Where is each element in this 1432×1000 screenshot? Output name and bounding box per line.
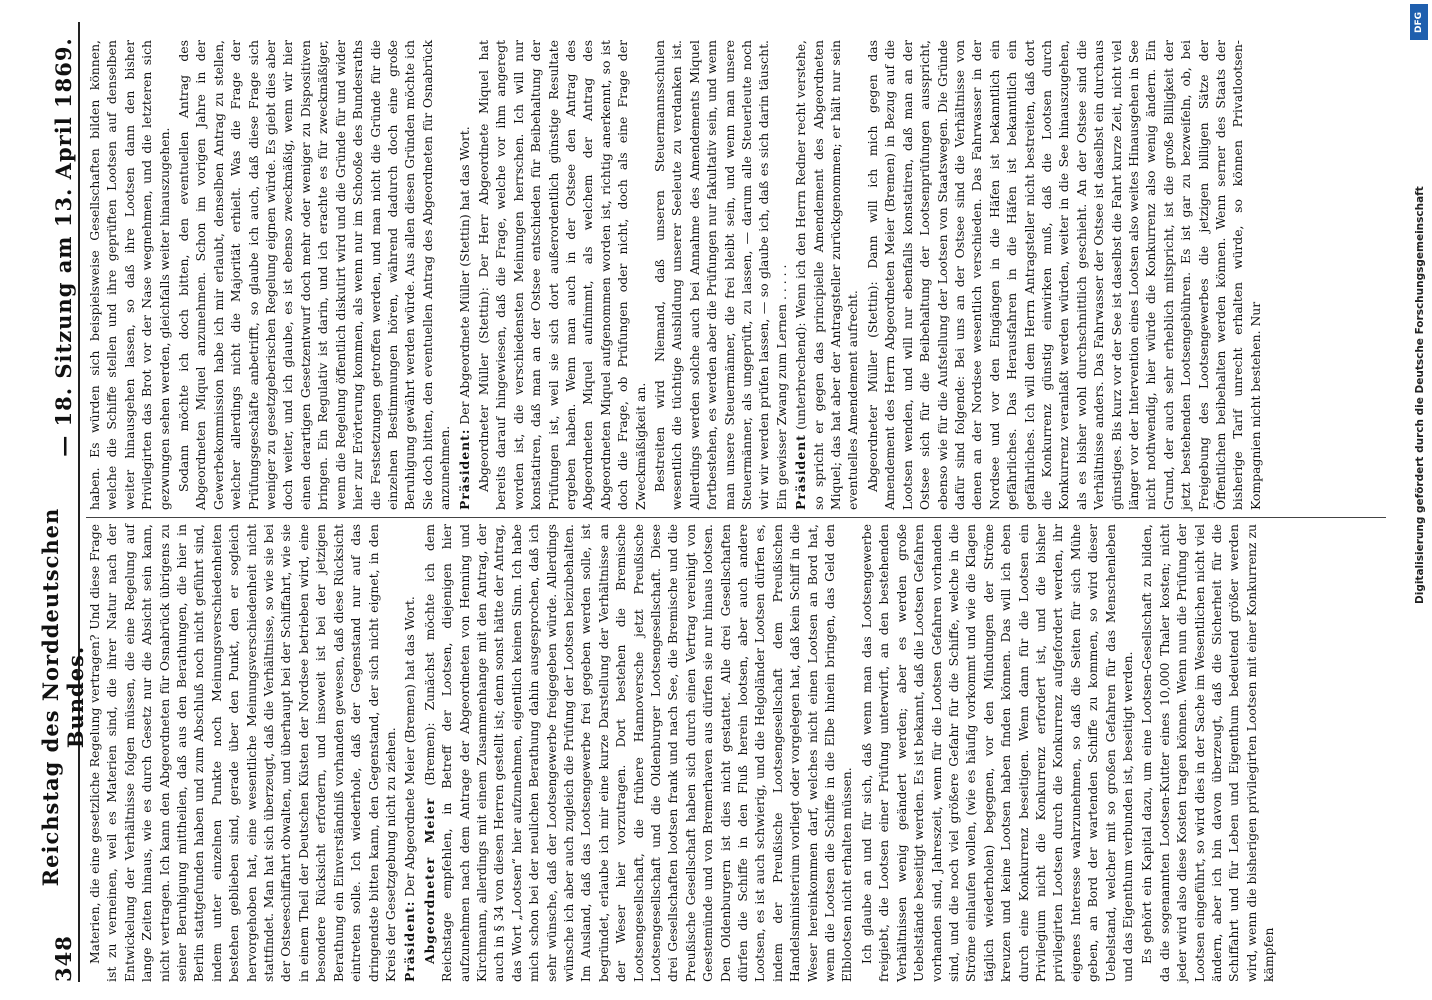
paragraph-text: haben. Es würden sich beispielsweise Gesellschaften bilden können, welche die Schiffe stellen und ihre geprüften Lootsen auf denselben weiter hinausgehen lassen, so daß ihre Lootsen dann den bisher Privilegirten das Brot vor der Nase wegnehmen, und die letzteren sich gezwungen sehen werden, gleichfalls weiter hinauszugehen. <box>87 40 172 510</box>
text-column-left <box>86 523 1277 982</box>
paragraph <box>651 40 790 510</box>
paragraph <box>421 524 856 982</box>
paragraph-text: Der Abgeordnete Meier (Bremen) hat das Wort. <box>402 596 418 901</box>
dfg-logo: DFG <box>1410 4 1428 40</box>
digitization-credit: Digitalisierung gefördert durch die Deutsche Forschungsgemeinschaft <box>1414 186 1426 604</box>
paragraph-text: Ich glaube an und für sich, daß wenn man das Lootsengewerbe freigiebt, die Lootsen einer Prüfung unterwirft, an den bestehenden Verhältnissen wenig geändert werden; aber es werden große Uebelstände beseitigt werden. Es ist bekannt, daß die Lootsen Gefahren vorhanden sind, Jahreszeit, wenn für die Lootsen Gefahren vorhanden sind, und die noch viel größere Gefahr für die Schiffe, welche in die Ströme einlaufen wollen, (wie es häufig vorkommt und wie die Klagen täglich wiederholen) begegnen, vor den Mündungen der Ströme kreuzen und keine Lootsen haben finden können. Das will ich eben durch eine Konkurrenz beseitigen. Wenn dann für die Lootsen ein Privilegium nicht die Konkurrenz erfordert ist, und die bisher privilegirten Lootsen durch die Konkurrenz aufgefordert werden, ihr eigenes Interesse wahrzunehmen, so daß die Seiten für sich Mühe geben, an Bord der wartenden Schiffe zu kommen, so wird dieser Uebelstand, welcher mit so großen Gefahren für das Menschenleben und das Eigenthum verbunden ist, beseitigt werden. <box>858 524 1135 982</box>
paragraph-text: Bestreiten wird Niemand, daß unseren Steuermannsschulen wesentlich die tüchtige Ausbildung unserer Seeleute zu verdanken ist. Allerdings werden solche auch bei Annahme des Amendements Miquel fortbestehen, es werden aber die Prüfungen nur fakultativ sein, und wenn man unsere Steuermänner, die frei bleibt sein, und wenn man unsere Steuermänner, als ungeprüft, zu lassen, — darum alle Steuerleute noch wir wir werden prüfen lassen, — so glaube ich, daß es sich darin täuscht. Ein gewisser Zwang zum Lernen . . . . . <box>652 40 789 510</box>
paragraph-text: Abgeordneter Müller (Stettin): Dann will ich mich gegen das Amendement des Herrn Abgeordneten Meier (Bremen) in Bezug auf die Lootsen wenden, und will nur ebenfalls konstatiren, daß man an der Ostsee sich für die Beibehaltung der Lootsenprüfungen ausspricht, ebenso wie für die Aufstellung der Lootsen von Staatswegen. Die Gründe dafür sind folgende: Bei uns an der Ostsee sind die Verhältnisse von denen an der Nordsee wesentlich verschieden. Das Fahrwasser in der Nordsee und vor den Eingängen in die Häfen ist bekanntlich ein gefährliches. Das Herausfahren in die Häfen ist bekanntlich ein gefährliches. Ich will dem Herrn Antragsteller nicht bestreiten, daß dort die Konkurrenz günstig einwirken muß, daß die Lootsen durch Konkurrenz veranlaßt werden würden, weiter in die See hinauszugehen, als es bisher wohl durchschnittlich geschieht. An der Ostsee sind die Verhältnisse anders. Das Fahrwasser der Ostsee ist daselbst ein durchaus günstiges. Bis kurz vor der See ist daselbst die Fahrt kurze Zeit, nicht viel länger vor der Intervention eines Lootsen also weites Hinausgehen in See nicht nothwendig, hier würde die Konkurrenz also wenig ändern. Ein Grund, der auch sehr erheblich mitspricht, ist die große Billigkeit der jetzt bestehenden Lootsengebühren. Es ist gar zu bezweifeln, ob, bei Freigebung des Lootsengewerbes die jetzigen billigen Sätze der Öffentlichen beibehalten werden können. Wenn serner des Staats der bisherige Tarif unrecht erhalten würde, so können Privatlootsen-Kompagnien nicht bestehen. Nur <box>864 40 1263 510</box>
paragraph-text: Der Abgeordnete Müller (Stettin) hat das Wort. <box>456 126 472 429</box>
column-divider <box>86 517 1386 518</box>
speaker-label: Präsident: <box>402 900 418 982</box>
page-number: 348 <box>50 935 76 982</box>
text-column-right <box>86 40 1386 510</box>
paragraph-text: (unterbrechend): Wenn ich den Herrn Redner recht verstehe, so spricht er gegen das principielle Amendement des Abgeordneten Miquel; das hat aber der Antragsteller zurückgenommen; er hält nur sein eventuelles Amendement aufrecht. <box>793 40 861 510</box>
paragraph <box>456 40 473 510</box>
paragraph <box>475 40 649 510</box>
speaker-label: Präsident: <box>456 428 472 510</box>
speaker-label: Abgeordneter Meier <box>421 797 437 964</box>
paragraph <box>86 524 399 982</box>
paragraph <box>858 524 1137 982</box>
paragraph <box>1138 524 1277 982</box>
paragraph-text: (Bremen): Zunächst möchte ich dem Reichstage empfehlen, in Betreff der Lootsen, diejenigen hier aufzunehmen nach dem Antrage der Abgeordneten von Henning und Kirchmann, allerdings mit einem Zusammenhange mit den Antrag, der auch in § 34 von diesen Herren gestellt ist; denn sonst hätte der Antrag, das Wort „Lootsen“ hier aufzunehmen, eigentlich keinen Sinn. Ich habe mich schon bei der neulichen Berathung dahin ausgesprochen, daß ich sehr wünsche, daß der Lootsengewerbe freigegeben würde. Allerdings wünsche ich aber auch zugleich die Prüfung der Lootsen beizubehalten. Im Ausland, daß das Lootsengewerbe frei gegeben werden solle, ist begründet, erlaube ich mir eine kurze Darstellung der Verhältnisse an der Weser hier vorzutragen. Dort bestehen die Bremische Lootsengesellschaft, die frühere Hannoversche jetzt Preußische Lootsengesellschaft und die Oldenburger Lootsengesellschaft. Diese drei Gesellschaften lootsen frank und nach See, die Bremische und die Preußische Gesellschaft haben sich durch einen Vertrag vereinigt von Geestemünde und von Bremerhaven aus dürfen sie nur hinaus lootsen. Den Oldenburgern ist dies nicht gestattet. Alle drei Gesellschaften dürfen die Schiffe in den Fluß herein lootsen, aber auch andere Lootsen, es ist auch schwierig, und die Helgoländer Lootsen dürfen es, indem der Preußische Lootsengesellschaft dem Preußischen Handelsministerium vorliegt oder vorgelegen hat, daß kein Schiff in die Weser hereinkommen darf, welches nicht einen Lootsen an Bord hat, wenn die Lootsen die Schiffe in die Elbe hinein bringen, das Geld den Elblootsen nicht erhalten müssen. <box>421 523 855 982</box>
paragraph <box>401 524 418 982</box>
rotated-page <box>40 0 1412 1000</box>
paragraph-text: Es gehört ein Kapital dazu, um eine Lootsen-Gesellschaft zu bilden, da die sogenannten Lootsen-Kutter eines 10,000 Thaler kosten; nicht jeder wird also diese Kosten tragen können. Wenn nun die Prüfung der Lootsen eingeführt, so wird dies in der Sache im Wesentlichen nicht viel ändern, aber ich bin davon überzeugt, daß die Sicherheit für die Schiffahrt und für Leben und Eigenthum bedeutend größer werden wird, wenn die bisherigen privilegirten Lootsen mit einer Konkurrenz zu kämpfen <box>1139 524 1277 982</box>
paragraph-text: Sodann möchte ich doch bitten, den eventuellen Antrag des Abgeordneten Miquel anzunehmen. Schon im vorigen Jahre in der Gewerbekommission habe ich mir erlaubt, denselben Antrag zu stellen, welcher allerdings nicht die Majorität erhielt. Was die Frage der Prüfungsgeschäfte anbetrifft, so glaube ich auch, daß diese Frage sich weniger zu gesetzgeberischen Regelung eignen würde. Es giebt dies aber doch weiter, und ich glaube, es ist ebenso zweckmäßig, wenn wir hier einen derartigen Gesetzentwurf doch mehr oder weniger zu Dispositiven bringen. Ein Regulativ ist darin, und ich erachte es für zweckmäßiger, wenn die Regelung öffentlich diskutirt wird und die Gründe für und wider hier zur Erörterung kommen, als wenn nur im Schooße des Bundesraths die Festsetzungen getroffen werden, und man nicht die Gründe für die einzelnen Bestimmungen hören, während dadurch doch eine große Beruhigung gewährt werden würde. Aus allen diesen Gründen möchte ich Sie doch bitten, den eventuellen Antrag des Abgeordneten für Osnabrück anzunehmen. <box>176 40 453 510</box>
running-title-left: Reichstag des Norddeutschen Bundes. <box>38 507 88 887</box>
paragraph <box>864 40 1264 510</box>
running-title-right: — 18. Sitzung am 13. April 1869. <box>50 37 76 457</box>
paragraph <box>175 40 454 510</box>
speaker-label: Präsident <box>793 434 809 510</box>
paragraph <box>792 40 862 510</box>
paragraph <box>86 40 173 510</box>
paragraph-text: Abgeordneter Müller (Stettin): Der Herr Abgeordnete Miquel hat bereits darauf hingewiesen, daß die Frage, welche vor ihm angeregt worden ist, die verschiedensten Meinungen herrschen. Ich will nur konstatiren, daß man an der Ostsee entschieden für Beibehaltung der Prüfungen ist, weil sie sich dort außerordentlich günstige Resultate ergeben haben. Wenn man auch in der Ostsee den Antrag des Abgeordneten Miquel aufnimmt, als welchem der Antrag des Abgeordneten Miquel aufgenommen worden ist, richtig anerkennt, so ist doch die Frage, ob Prüfungen oder nicht, doch als eine Frage der Zweckmäßigkeit an. <box>475 40 648 510</box>
paragraph-text: Materien, die eine gesetzliche Regelung vertragen? Und diese Frage ist zu verneinen, weil es Materien sind, die ihrer Natur nach der Entwickelung der Verhältnisse folgen müssen, die eine Regelung auf lange Zeiten hinaus, wie es durch Gesetz nur die Absicht sein kann, nicht vertragen. Ich kann den Abgeordneten für Osnabrück übrigens zu seiner Beruhigung mittheilen, daß aus den Berathungen, die hier in Berlin stattgefunden haben und zum Abschluß noch nicht geführt sind, indem unter einzelnen Punkte noch Meinungsverschiedenheiten bestehen geblieben sind, gerade über den Punkt, den er sogleich hervorgehoben hat, eine wesentliche Meinungsverschiedenheit nicht stattfindet. Man hat sich überzeugt, daß die Verhältnisse, so wie sie bei der Ostseeschiffahrt obwalten, und überhaupt bei der Schiffahrt, wie sie in einem Theil der Deutschen Küsten der Nordsee betrieben wird, eine besondere Rücksicht erfordern, und insoweit ist bei der jetzigen Berathung ein Einverständniß vorhanden gewesen, daß diese Rücksicht eintreten solle. Ich wiederhole, daß der Gegenstand nur auf das dringendste bitten kann, den Gegenstand, der sich nicht eignet, in den Kreis der Gesetzgebung nicht zu ziehen. <box>87 524 398 982</box>
page-header <box>38 22 88 982</box>
